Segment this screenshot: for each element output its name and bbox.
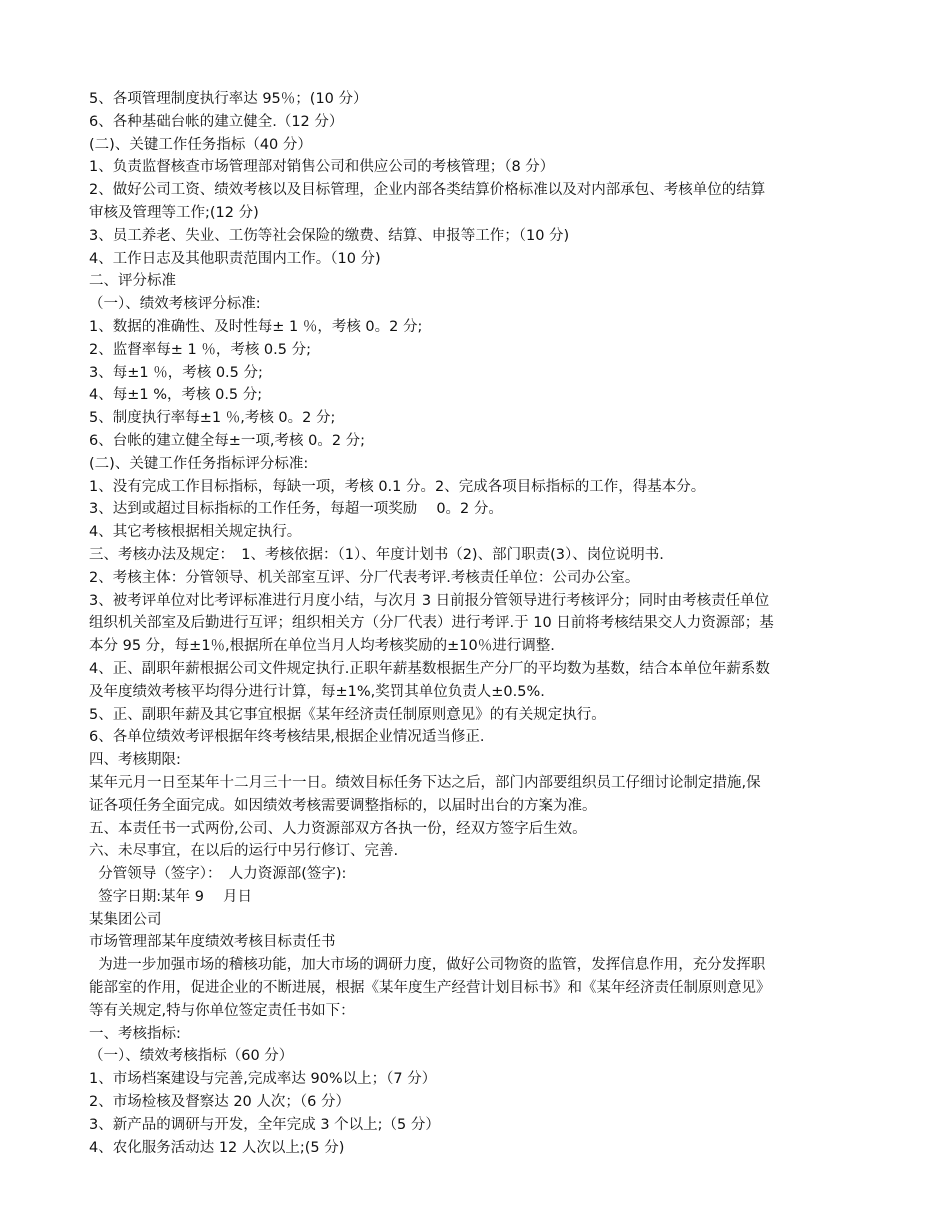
text-line: 1、负责监督核查市场管理部对销售公司和供应公司的考核管理；（8 分） — [89, 159, 555, 176]
text-line: 4、农化服务活动达 12 人次以上;(5 分) — [89, 1139, 345, 1156]
text-line: 组织机关部室及后勤进行互评；组织相关方（分厂代表）进行考评.于 10 日前将考核结果交人力资源部；基 — [89, 615, 774, 632]
text-line: 6、台帐的建立健全每±一项,考核 0。2 分; — [89, 432, 366, 449]
text-line: 能部室的作用，促进企业的不断进展，根据《某年度生产经营计划目标书》和《某年经济责任制原则意见》 — [89, 980, 771, 997]
document-page — [89, 88, 864, 1159]
section-heading: 六、未尽事宜，在以后的运行中另行修订、完善. — [89, 843, 399, 860]
text-line: 2、监督率每± 1 ％，考核 0.5 分; — [89, 341, 311, 358]
text-line: 1、数据的准确性、及时性每± 1 ％，考核 0。2 分; — [89, 318, 423, 335]
text-line: 证各项任务全面完成。如因绩效考核需要调整指标的，以届时出台的方案为准。 — [89, 797, 597, 814]
text-line: 5、制度执行率每±1 ％,考核 0。2 分; — [89, 410, 336, 427]
text-line: 3、达到或超过目标指标的工作任务，每超一项奖励 0。2 分。 — [89, 501, 503, 518]
text-line: （一）、绩效考核评分标准: — [89, 296, 261, 313]
section-heading: 五、本责任书一式两份,公司、人力资源部双方各执一份，经双方签字后生效。 — [89, 820, 587, 837]
text-line: (二)、关键工作任务指标（40 分） — [89, 136, 312, 153]
text-line: 5、各项管理制度执行率达 95％；(10 分） — [89, 91, 368, 107]
text-line: 4、其它考核根据相关规定执行。 — [89, 524, 302, 541]
text-line: 审核及管理等工作;(12 分) — [89, 204, 259, 221]
text-line: 某年元月一日至某年十二月三十一日。绩效目标任务下达之后，部门内部要组织员工仔细讨论制定措施,保 — [89, 774, 761, 791]
text-line: 3、员工养老、失业、工伤等社会保险的缴费、结算、申报等工作；（10 分) — [89, 227, 570, 244]
document-title: 市场管理部某年度绩效考核目标责任书 — [89, 934, 336, 951]
text-line: 2、市场检核及督察达 20 人次；（6 分） — [89, 1094, 350, 1111]
text-line: 为进一步加强市场的稽核功能，加大市场的调研力度，做好公司物资的监管，发挥信息作用，充分发挥职 — [89, 957, 766, 974]
section-heading: 四、考核期限: — [89, 752, 181, 769]
section-heading: 一、考核指标: — [89, 1025, 181, 1042]
text-line: 及年度绩效考核平均得分进行计算，每±1%,奖罚其单位负责人±0.5%. — [89, 683, 545, 700]
text-line: 本分 95 分，每±1％,根据所在单位当月人均考核奖励的±10％进行调整. — [89, 638, 555, 655]
text-line: 3、被考评单位对比考评标准进行月度小结，与次月 3 日前报分管领导进行考核评分；同时由考核责任单位 — [89, 592, 770, 609]
signature-date-line: 签字日期:某年 9 月日 — [89, 888, 253, 905]
section-heading: 二、评分标准 — [89, 273, 176, 290]
text-line: 6、各种基础台帐的建立健全.（12 分） — [89, 113, 344, 130]
text-line: 1、没有完成工作目标指标，每缺一项，考核 0.1 分。2、完成各项目标指标的工作，得基本分。 — [89, 478, 706, 495]
text-line: 3、每±1 ％，考核 0.5 分; — [89, 364, 263, 381]
text-line: 4、工作日志及其他职责范围内工作。（10 分) — [89, 250, 381, 267]
text-line: 4、每±1 %，考核 0.5 分; — [89, 387, 263, 404]
section-heading: 三、考核办法及规定： 1、考核依据：（1）、年度计划书（2)、部门职责(3）、岗位说明书. — [89, 546, 664, 563]
signature-line: 分管领导（签字）： 人力资源部(签字): — [89, 866, 347, 883]
text-line: 等有关规定,特与你单位签定责任书如下： — [89, 1002, 355, 1019]
text-line: 6、各单位绩效考评根据年终考核结果,根据企业情况适当修正. — [89, 729, 485, 746]
text-line: 2、做好公司工资、绩效考核以及目标管理，企业内部各类结算价格标准以及对内部承包、考核单位的结算 — [89, 182, 766, 199]
text-line: 5、正、副职年薪及其它事宜根据《某年经济责任制原则意见》的有关规定执行。 — [89, 706, 606, 723]
company-name: 某集团公司 — [89, 911, 162, 928]
text-line: 2、考核主体：分管领导、机关部室互评、分厂代表考评.考核责任单位：公司办公室。 — [89, 569, 640, 586]
text-line: （一）、绩效考核指标（60 分） — [89, 1048, 294, 1065]
text-line: 3、新产品的调研与开发，全年完成 3 个以上;（5 分） — [89, 1116, 440, 1133]
text-line: (二)、关键工作任务指标评分标准: — [89, 455, 309, 472]
text-line: 4、正、副职年薪根据公司文件规定执行.正职年薪基数根据生产分厂的平均数为基数，结合本单位年薪系数 — [89, 660, 770, 677]
text-line: 1、市场档案建设与完善,完成率达 90%以上；（7 分） — [89, 1071, 437, 1088]
